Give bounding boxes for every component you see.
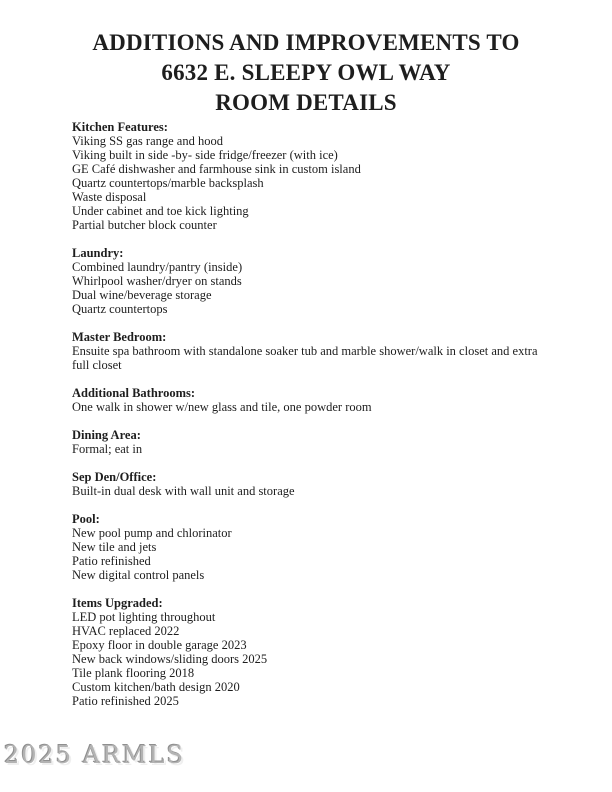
section-item: Custom kitchen/bath design 2020 — [72, 680, 240, 694]
section-item: New digital control panels — [72, 568, 205, 582]
section-item: Dual wine/beverage storage — [72, 288, 212, 302]
section-heading: Additional Bathrooms: — [72, 386, 196, 400]
section-item: LED pot lighting throughout — [72, 610, 216, 624]
section-item: Tile plank flooring 2018 — [72, 666, 195, 680]
section-items-upgraded — [72, 596, 542, 708]
section-item: One walk in shower w/new glass and tile, one powder room — [72, 400, 372, 414]
section-item: Quartz countertops — [72, 302, 168, 316]
section-item: GE Café dishwasher and farmhouse sink in custom island — [72, 162, 361, 176]
section-item: Partial butcher block counter — [72, 218, 217, 232]
section-heading: Kitchen Features: — [72, 120, 168, 134]
section-pool — [72, 512, 542, 582]
section-heading: Master Bedroom: — [72, 330, 167, 344]
title-line-3: ROOM DETAILS — [215, 90, 397, 115]
title-line-2: 6632 E. SLEEPY OWL WAY — [161, 60, 451, 85]
section-laundry — [72, 246, 542, 316]
section-dining-area — [72, 428, 542, 456]
section-item: Epoxy floor in double garage 2023 — [72, 638, 247, 652]
section-item: Built-in dual desk with wall unit and storage — [72, 484, 295, 498]
document-title — [0, 28, 612, 118]
section-item: Ensuite spa bathroom with standalone soaker tub and marble shower/walk in closet and extra full closet — [72, 344, 538, 372]
section-kitchen-features — [72, 120, 542, 232]
section-item: Waste disposal — [72, 190, 147, 204]
section-item: Under cabinet and toe kick lighting — [72, 204, 249, 218]
section-sep-den-office — [72, 470, 542, 498]
section-additional-bathrooms — [72, 386, 542, 414]
section-item: Quartz countertops/marble backsplash — [72, 176, 264, 190]
section-master-bedroom — [72, 330, 542, 372]
section-item: Patio refinished 2025 — [72, 694, 179, 708]
document-body — [72, 120, 542, 722]
title-line-1: ADDITIONS AND IMPROVEMENTS TO — [92, 30, 520, 55]
section-item: Combined laundry/pantry (inside) — [72, 260, 243, 274]
section-item: Patio refinished — [72, 554, 151, 568]
section-item: Formal; eat in — [72, 442, 143, 456]
section-heading: Items Upgraded: — [72, 596, 163, 610]
section-item: HVAC replaced 2022 — [72, 624, 180, 638]
section-item: New back windows/sliding doors 2025 — [72, 652, 268, 666]
section-item: Viking SS gas range and hood — [72, 134, 223, 148]
section-heading: Pool: — [72, 512, 100, 526]
armls-watermark: 2025 ARMLS — [4, 741, 186, 769]
section-heading: Sep Den/Office: — [72, 470, 157, 484]
section-item: New pool pump and chlorinator — [72, 526, 232, 540]
section-item: Viking built in side -by- side fridge/freezer (with ice) — [72, 148, 338, 162]
section-item: New tile and jets — [72, 540, 157, 554]
section-heading: Laundry: — [72, 246, 124, 260]
section-heading: Dining Area: — [72, 428, 141, 442]
section-item: Whirlpool washer/dryer on stands — [72, 274, 242, 288]
